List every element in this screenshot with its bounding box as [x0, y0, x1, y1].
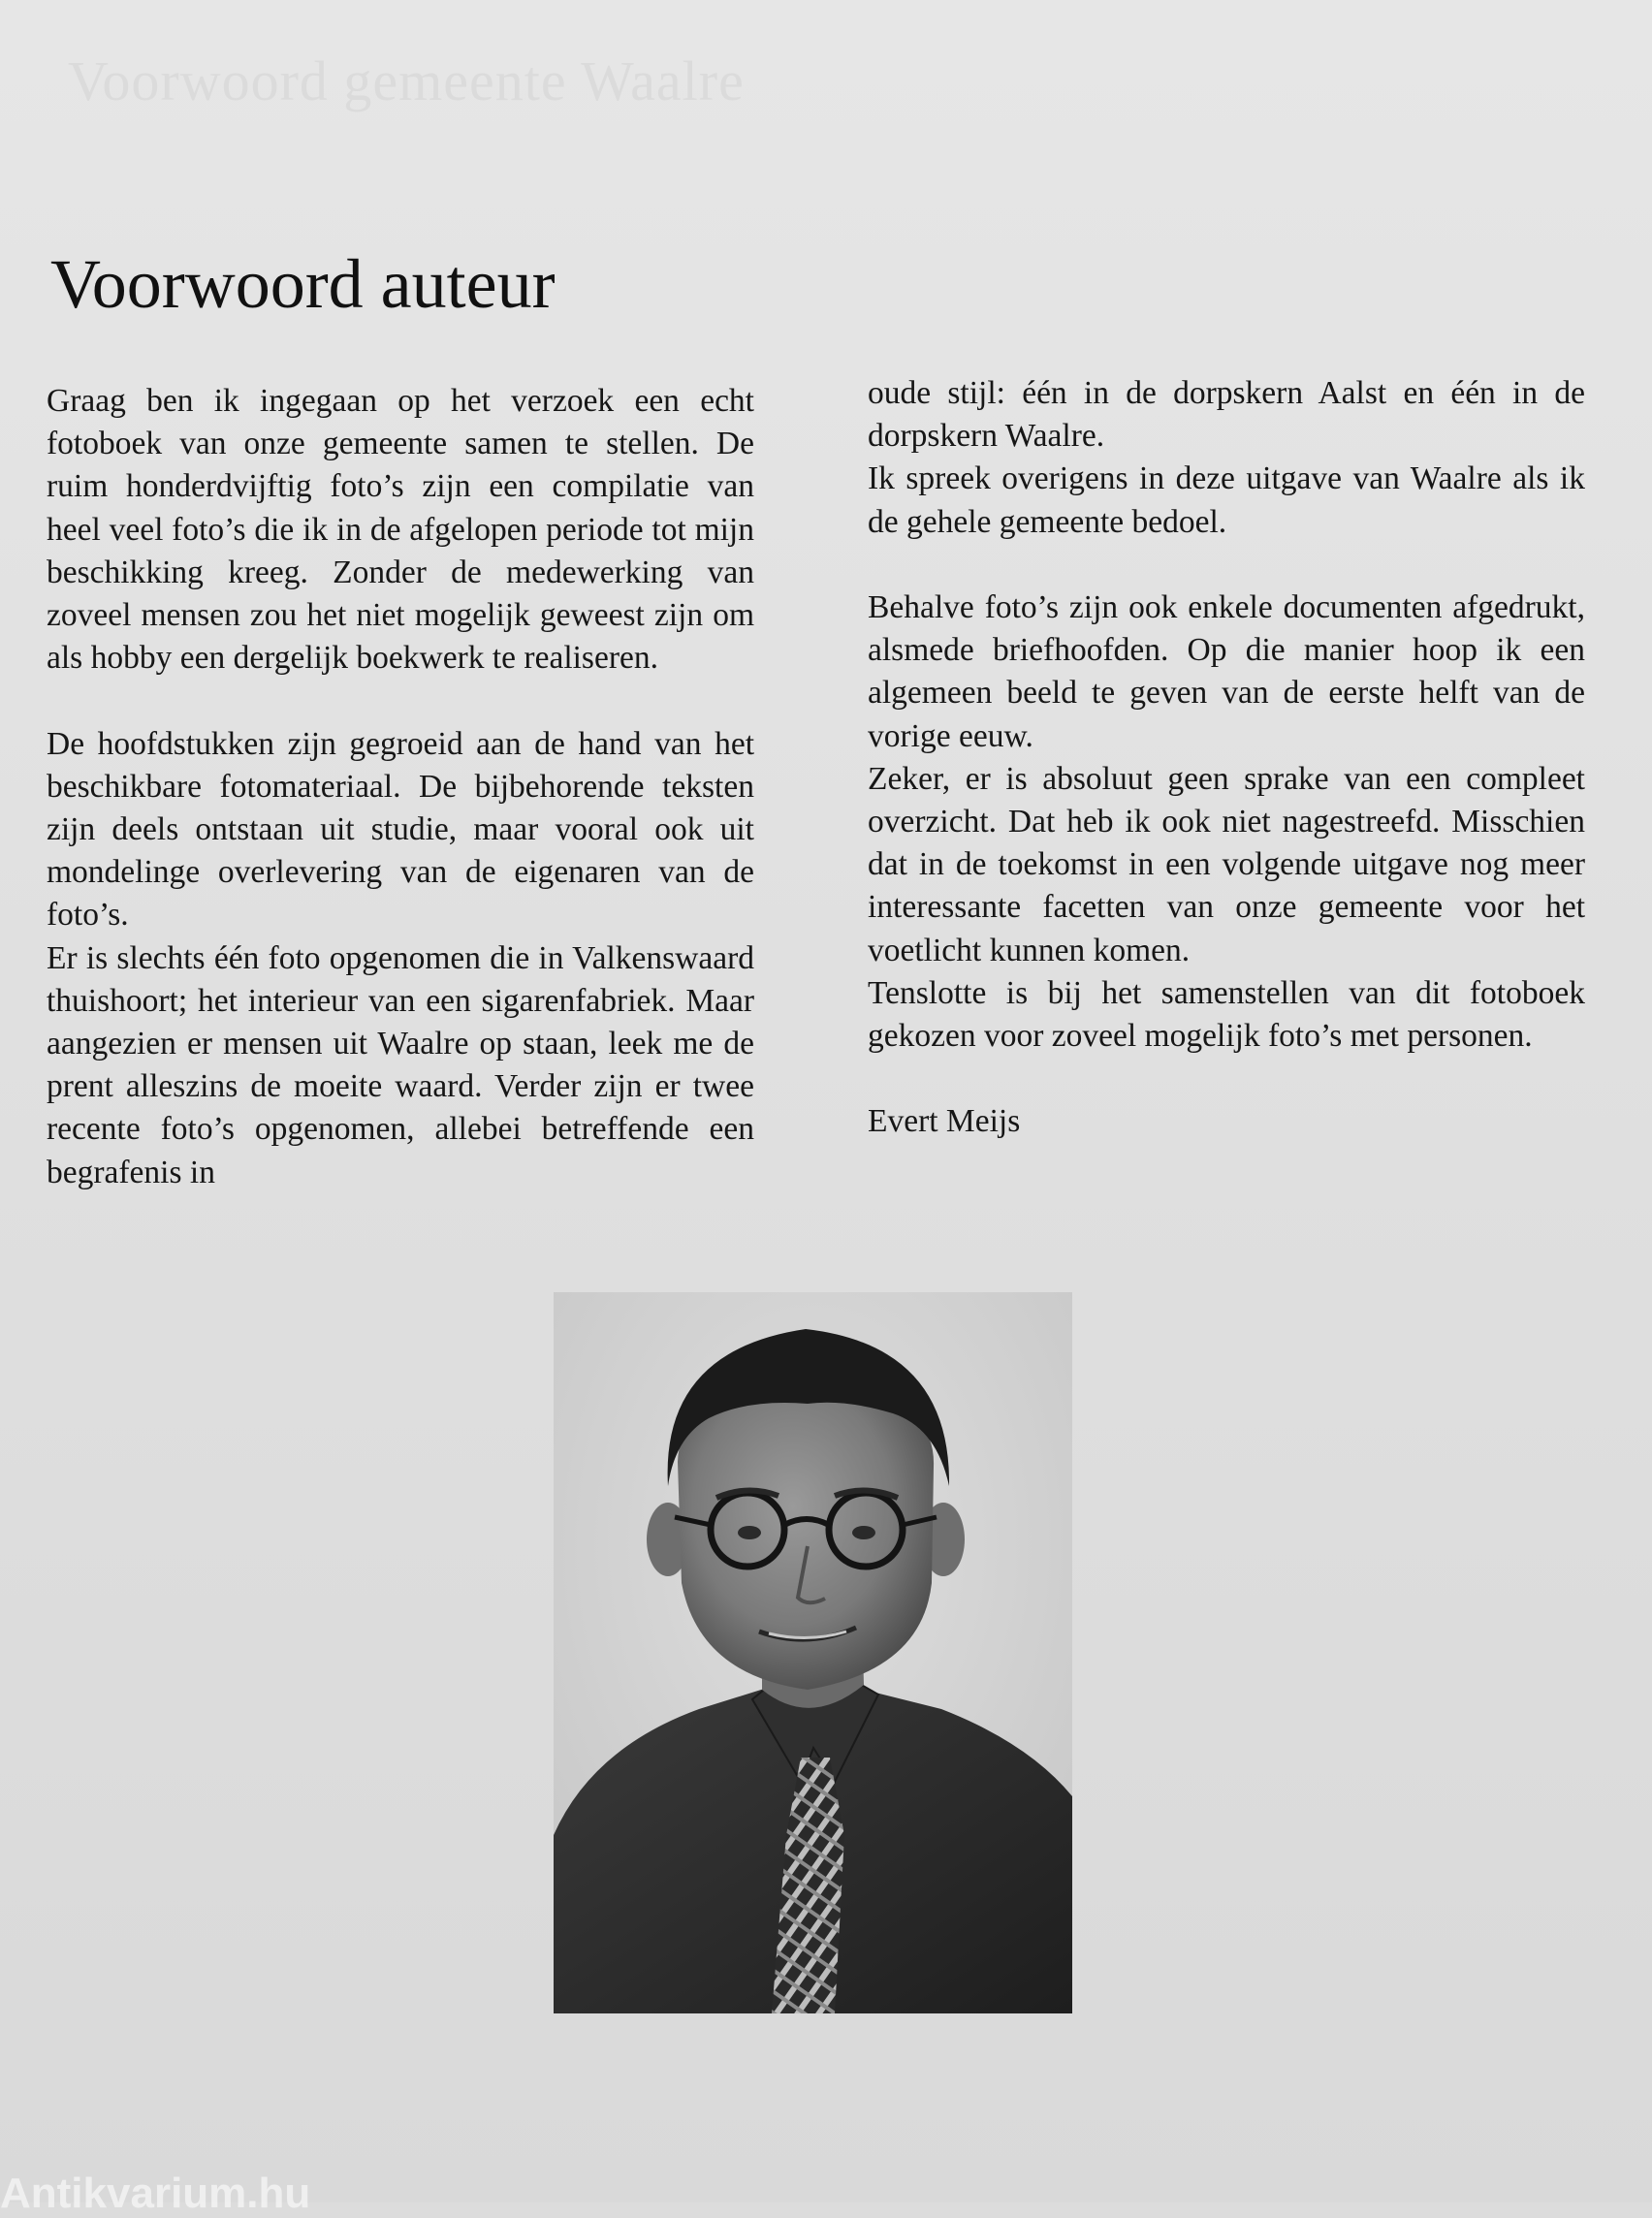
- paragraph: Zeker, er is absoluut geen sprake van een compleet overzicht. Dat heb ik ook niet nagestreefd. Misschien dat in de toekomst in een volgende uitgave nog meer interessante facetten van onze gemeente voor het voetlicht kunnen komen.: [868, 760, 1585, 968]
- paragraph: oude stijl: één in de dorpskern Aalst en één in de dorpskern Waalre.: [868, 375, 1585, 455]
- paragraph: Er is slechts één foto opgenomen die in Valkenswaard thuishoort; het interieur van een sigarenfabriek. Maar aangezien er mensen uit Waalre op staan, leek me de prent alleszins de moeite waard. Verder zijn er twee recente foto’s opgenomen, allebei betreffende een begrafenis in: [47, 939, 754, 1190]
- paragraph: Behalve foto’s zijn ook enkele documenten afgedrukt, alsmede briefhoofden. Op die manier hoop ik een algemeen beeld te geven van de eerste helft van de vorige eeuw.: [868, 589, 1585, 754]
- left-text-column: [47, 380, 754, 1194]
- right-text-column: [868, 372, 1585, 1144]
- paragraph: Tenslotte is bij het samenstellen van dit fotoboek gekozen voor zoveel mogelijk foto’s met personen.: [868, 974, 1585, 1055]
- author-signature: Evert Meijs: [868, 1103, 1021, 1140]
- watermark: Antikvarium.hu: [0, 2170, 311, 2217]
- show-through-text: Voorwoord gemeente Waalre: [68, 49, 745, 112]
- paragraph: Ik spreek overigens in deze uitgave van Waalre als ik de gehele gemeente bedoel.: [868, 460, 1585, 540]
- page-title: Voorwoord auteur: [50, 245, 556, 323]
- author-portrait-photo: [554, 1292, 1072, 2013]
- paragraph: Graag ben ik ingegaan op het verzoek een echt fotoboek van onze gemeente samen te stellen. De ruim honderdvijftig foto’s zijn een compilatie van heel veel foto’s die ik in de afgelopen periode tot mijn beschikking kreeg. Zonder de medewerking van zoveel mensen zou het niet mogelijk geweest zijn om als hobby een dergelijk boekwerk te realiseren.: [47, 383, 754, 677]
- paragraph: De hoofdstukken zijn gegroeid aan de hand van het beschikbare fotomateriaal. De bijbehorende teksten zijn deels ontstaan uit studie, maar vooral ook uit mondelinge overlevering van de eigenaren van de foto’s.: [47, 725, 754, 934]
